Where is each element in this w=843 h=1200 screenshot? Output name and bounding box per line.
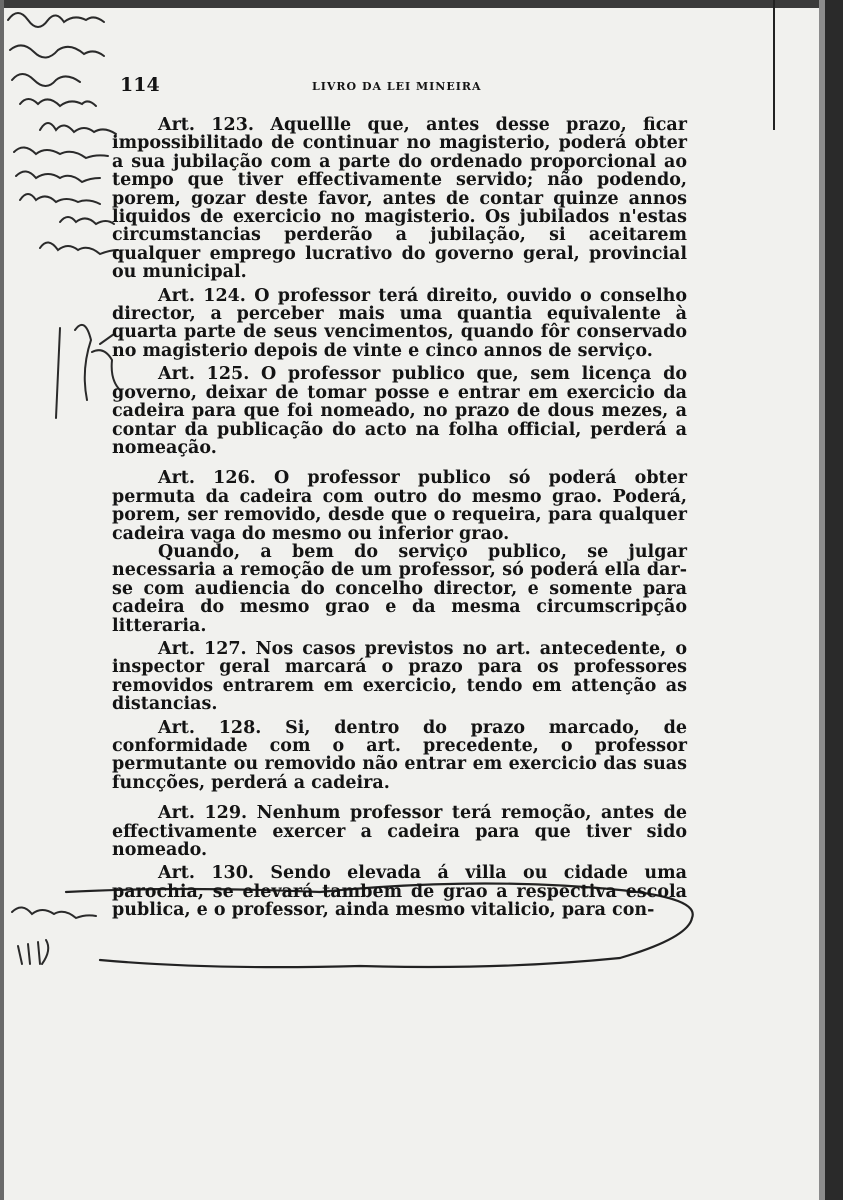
article-130: Art. 130. Sendo elevada á villa ou cidade uma parochia, se elevará tambem de grao a respectiva escola publica, e o professor, ainda mesmo vitalicio, para con- bbox=[112, 863, 687, 921]
page-number: 114 bbox=[120, 74, 160, 96]
body-text-column bbox=[112, 116, 687, 920]
scan-edge-right bbox=[825, 0, 843, 1200]
article-126: Art. 126. O professor publico só poderá obter permuta da cadeira com outro do mesmo grao. Poderá, porem, ser removido, desde que o requeira, para qualquer cadeira vaga do mesmo ou inferior grao. bbox=[112, 468, 687, 544]
article-127: Art. 127. Nos casos previstos no art. antecedente, o inspector geral marcará o prazo para os professores removidos entrarem em exercicio, tendo em attenção as distancias. bbox=[112, 638, 687, 715]
margin-rule bbox=[773, 0, 775, 130]
article-129: Art. 129. Nenhum professor terá remoção, antes de effectivamente exercer a cadeira para que tiver sido nomeado. bbox=[112, 803, 687, 861]
article-124: Art. 124. O professor terá direito, ouvido o conselho director, a perceber mais uma quantia equivalente à quarta parte de seus vencimentos, quando fôr conservado no magisterio depois de vinte e cinco annos de serviço. bbox=[112, 285, 687, 361]
article-125: Art. 125. O professor publico que, sem licença do governo, deixar de tomar posse e entrar em exercicio da cadeira para que foi nomeado, no prazo de dous mezes, a contar da publicação do acto na folha official, perderá a nomeação. bbox=[112, 364, 687, 458]
running-header: LIVRO DA LEI MINEIRA bbox=[312, 80, 482, 93]
article-123: Art. 123. Aquellle que, antes desse prazo, ficar impossibilitado de continuar no magisterio, poderá obter a sua jubilação com a parte do ordenado proporcional ao tempo que tiver effectivamente servido; não podendo, porem, gozar deste favor, antes de contar quinze annos liquidos de exercicio no magisterio. Os jubilados n'estas circumstancias perderão a jubilação, si aceitarem qualquer emprego lucrativo do governo geral, provincial ou municipal. bbox=[112, 115, 687, 283]
article-126-paragraph-2: Quando, a bem do serviço publico, se julgar necessaria a remoção de um professor, só poderá ella dar-se com audiencia do concelho director, e somente para cadeira do mesmo grao e da mesma circumscripção litteraria. bbox=[112, 541, 687, 636]
article-128: Art. 128. Si, dentro do prazo marcado, de conformidade com o art. precedente, o professor permutante ou removido não entrar em exercicio das suas funcções, perderá a cadeira. bbox=[112, 717, 687, 793]
